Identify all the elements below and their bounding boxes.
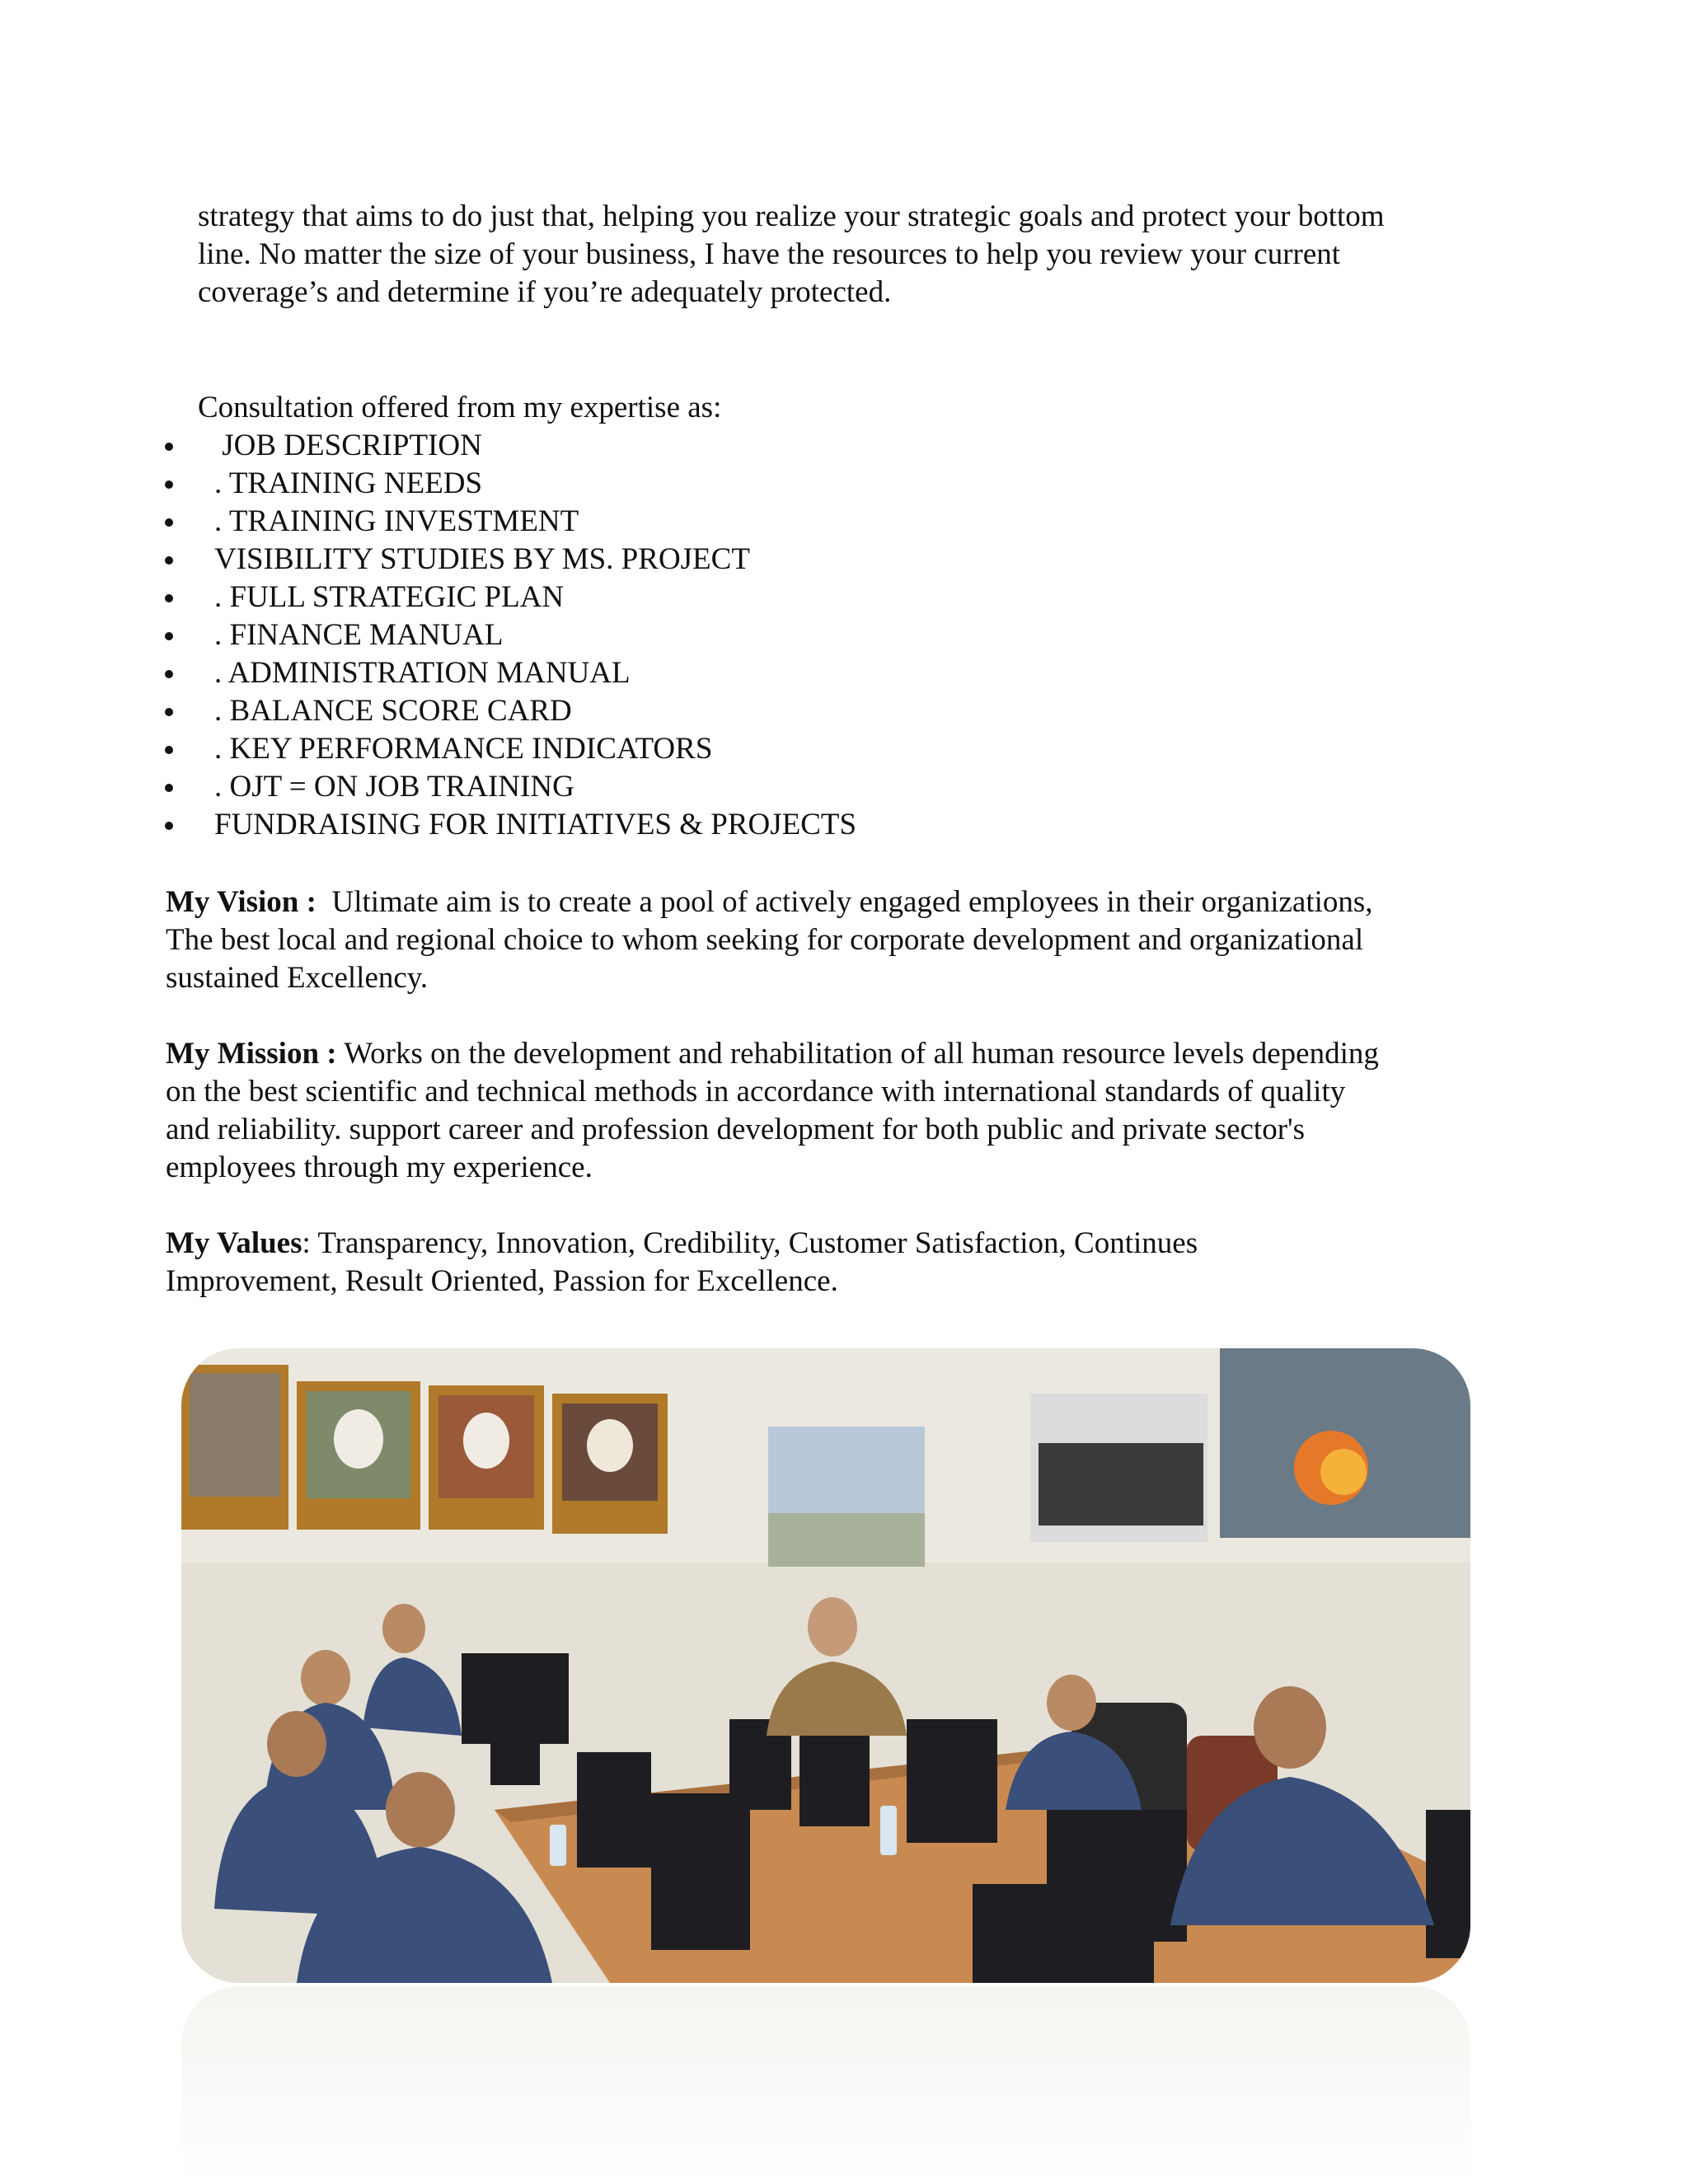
bullet-icon	[165, 708, 173, 716]
list-item	[165, 730, 856, 768]
list-item-label: . TRAINING INVESTMENT	[214, 504, 579, 538]
vision-line-3: sustained Excellency.	[166, 961, 429, 995]
values-line-1: : Transparency, Innovation, Credibility, Customer Satisfaction, Continues	[302, 1226, 1198, 1260]
mission-paragraph	[166, 1035, 1501, 1187]
bullet-icon	[165, 443, 173, 451]
photo-reflection	[181, 1986, 1470, 2184]
intro-line-2: line. No matter the size of your business, I have the resources to help you review your current	[198, 237, 1341, 271]
bullet-icon	[165, 480, 173, 489]
list-item	[165, 768, 856, 806]
bullet-icon	[165, 632, 173, 640]
list-item	[165, 806, 856, 844]
intro-line-1: strategy that aims to do just that, helping you realize your strategic goals and protect your bottom	[198, 199, 1385, 233]
list-item-label: . OJT = ON JOB TRAINING	[214, 770, 574, 804]
list-item-label: . TRAINING NEEDS	[214, 466, 483, 500]
list-item-label: . ADMINISTRATION MANUAL	[214, 656, 631, 690]
list-item-label: . FINANCE MANUAL	[214, 618, 504, 652]
reflection-image	[181, 1986, 1470, 2184]
list-item	[165, 692, 856, 730]
bullet-icon	[165, 670, 173, 678]
list-item	[165, 503, 856, 541]
list-item-label: VISIBILITY STUDIES BY MS. PROJECT	[214, 542, 750, 576]
mission-label: My Mission :	[166, 1037, 337, 1071]
intro-paragraph	[198, 198, 1550, 312]
mission-line-1: Works on the development and rehabilitation of all human resource levels depending	[336, 1037, 1379, 1071]
list-item-label: . KEY PERFORMANCE INDICATORS	[214, 732, 713, 766]
bullet-icon	[165, 784, 173, 792]
values-paragraph	[166, 1225, 1501, 1301]
list-item	[165, 579, 856, 616]
vision-paragraph	[166, 883, 1501, 997]
values-line-2: Improvement, Result Oriented, Passion for Excellence.	[166, 1264, 838, 1298]
meeting-scene-illustration	[181, 1348, 1470, 1983]
bullet-icon	[165, 518, 173, 527]
values-label: My Values	[166, 1226, 302, 1260]
vision-line-1: Ultimate aim is to create a pool of actively engaged employees in their organizations,	[316, 885, 1373, 919]
mission-line-3: and reliability. support career and profession development for both public and private sector's	[166, 1113, 1306, 1146]
list-item	[165, 465, 856, 503]
list-item-label: . BALANCE SCORE CARD	[214, 694, 572, 728]
list-item	[165, 427, 856, 465]
list-item-label: . FULL STRATEGIC PLAN	[214, 580, 565, 614]
meeting-photo	[181, 1348, 1470, 1983]
bullet-icon	[165, 746, 173, 754]
consultation-heading: Consultation offered from my expertise as:	[198, 391, 722, 424]
vision-label: My Vision :	[166, 885, 316, 919]
vision-line-2: The best local and regional choice to whom seeking for corporate development and organizational	[166, 923, 1364, 957]
list-item	[165, 616, 856, 654]
list-item	[165, 654, 856, 692]
mission-line-4: employees through my experience.	[166, 1151, 593, 1184]
list-item-label: FUNDRAISING FOR INITIATIVES & PROJECTS	[214, 808, 857, 841]
list-item-label: JOB DESCRIPTION	[214, 429, 482, 462]
consultation-list	[165, 427, 856, 844]
mission-line-2: on the best scientific and technical methods in accordance with international standards of quality	[166, 1075, 1346, 1108]
bullet-icon	[165, 556, 173, 565]
intro-line-3: coverage’s and determine if you’re adequately protected.	[198, 275, 892, 309]
bullet-icon	[165, 822, 173, 830]
bullet-icon	[165, 594, 173, 602]
list-item	[165, 541, 856, 579]
